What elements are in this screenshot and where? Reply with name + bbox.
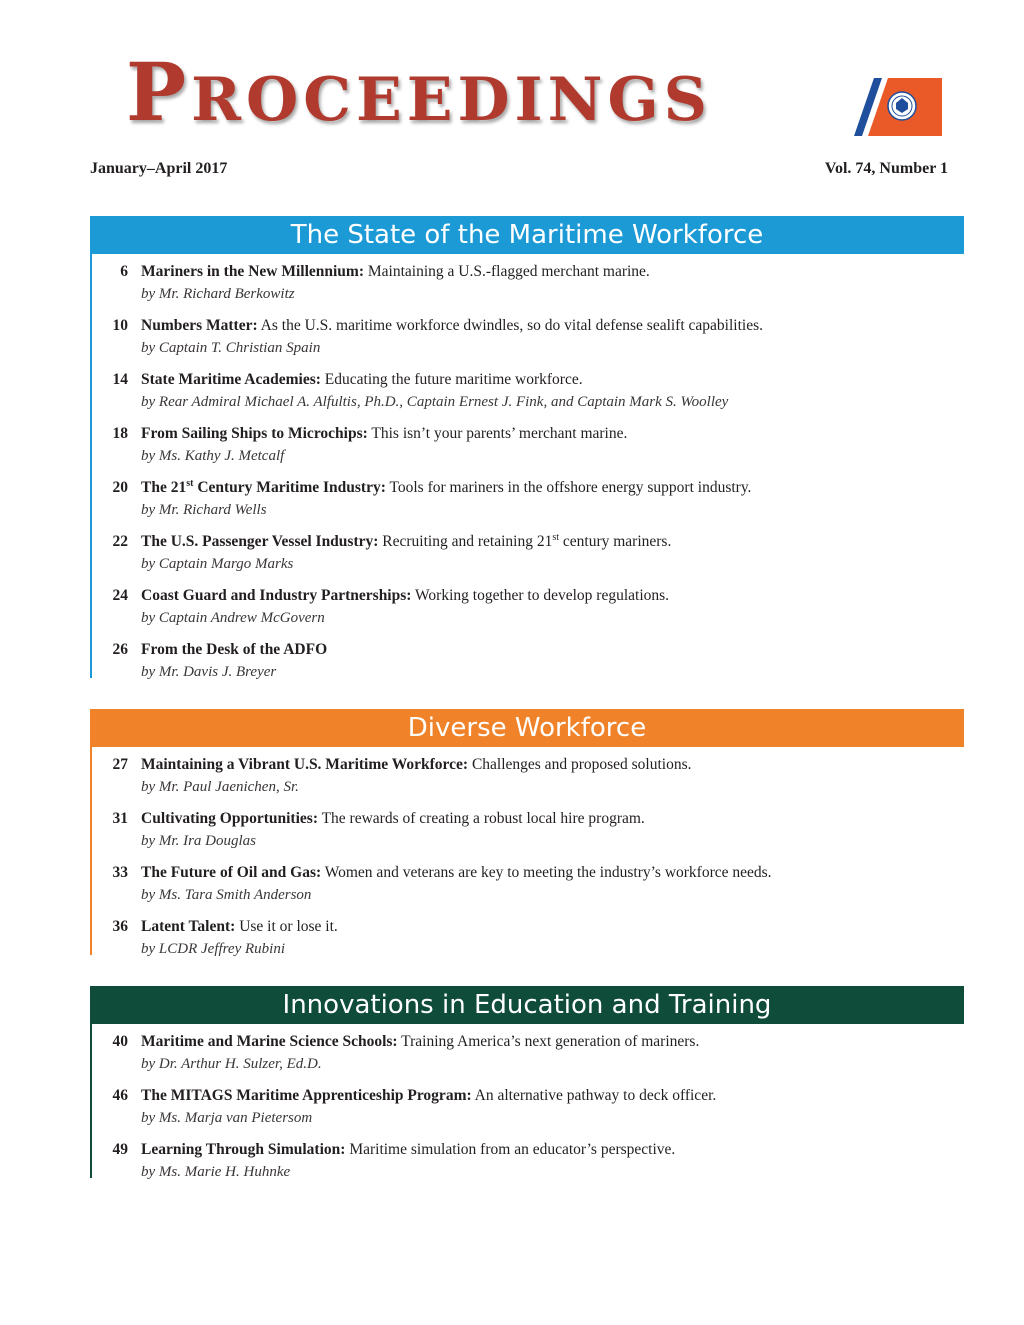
article-author: by Mr. Ira Douglas	[141, 833, 256, 849]
article-author: by Mr. Richard Wells	[141, 502, 267, 518]
page-number: 6	[120, 263, 128, 280]
toc-entry[interactable]	[90, 809, 964, 863]
article-title: Mariners in the New Millennium:	[141, 263, 365, 280]
article-description: The rewards of creating a robust local hire program.	[317, 810, 645, 827]
article-title: From the Desk of the ADFO	[141, 641, 328, 658]
article-author: by Captain Margo Marks	[141, 556, 294, 572]
article-description: Maritime simulation from an educator’s perspective.	[345, 1141, 676, 1158]
article-description: Working together to develop regulations.	[411, 587, 670, 604]
toc-entry[interactable]	[90, 755, 964, 809]
article-title: The MITAGS Maritime Apprenticeship Program:	[141, 1087, 472, 1104]
page-number: 22	[112, 533, 128, 550]
page-number: 20	[112, 479, 128, 496]
article-author: by Mr. Davis J. Breyer	[141, 664, 277, 680]
toc-entry[interactable]	[90, 532, 964, 586]
article-author: by Ms. Marja van Pietersom	[141, 1110, 313, 1126]
article-title: Learning Through Simulation:	[141, 1141, 346, 1158]
article-title: The U.S. Passenger Vessel Industry:	[141, 533, 379, 550]
section-diverse-workforce	[90, 709, 964, 971]
article-description: This isn’t your parents’ merchant marine.	[367, 425, 628, 442]
page-number: 18	[112, 425, 128, 442]
article-description: Women and veterans are key to meeting the industry’s workforce needs.	[321, 864, 772, 881]
article-title: The 21st Century Maritime Industry:	[141, 477, 386, 496]
toc-entry[interactable]	[90, 640, 964, 694]
toc-entry[interactable]	[90, 262, 964, 316]
page-number: 33	[112, 864, 128, 881]
article-author: by Rear Admiral Michael A. Alfultis, Ph.D., Captain Ernest J. Fink, and Captain Mark S. Woolley	[141, 394, 729, 410]
article-description: Challenges and proposed solutions.	[468, 756, 692, 773]
masthead	[0, 45, 1024, 142]
issue-volume: Vol. 74, Number 1	[824, 160, 948, 177]
section-education-training	[90, 986, 964, 1194]
article-title: State Maritime Academies:	[141, 371, 321, 388]
page-number: 26	[112, 641, 128, 658]
article-description: Educating the future maritime workforce.	[320, 371, 583, 388]
toc-entry[interactable]	[90, 424, 964, 478]
toc-entry[interactable]	[90, 370, 964, 424]
article-author: by LCDR Jeffrey Rubini	[141, 941, 285, 957]
article-author: by Ms. Kathy J. Metcalf	[141, 448, 285, 464]
article-description: Maintaining a U.S.-flagged merchant marine.	[364, 263, 650, 280]
page-number: 31	[112, 810, 128, 827]
section-heading: Diverse Workforce	[90, 709, 964, 747]
section-heading: The State of the Maritime Workforce	[90, 216, 964, 254]
page-number: 14	[112, 371, 128, 388]
page-number: 10	[112, 317, 128, 334]
toc-entry[interactable]	[90, 1032, 964, 1086]
toc-entry[interactable]	[90, 1140, 964, 1194]
article-author: by Captain Andrew McGovern	[141, 610, 325, 626]
article-author: by Ms. Tara Smith Anderson	[141, 887, 312, 903]
article-title: From Sailing Ships to Microchips:	[141, 425, 368, 442]
page-number: 24	[112, 587, 128, 604]
article-title: Numbers Matter:	[141, 317, 258, 334]
page-number: 46	[112, 1087, 128, 1104]
article-title: Coast Guard and Industry Partnerships:	[141, 587, 412, 604]
toc-entry[interactable]	[90, 917, 964, 971]
article-author: by Mr. Richard Berkowitz	[141, 286, 295, 302]
article-title: The Future of Oil and Gas:	[141, 864, 322, 881]
article-description: Recruiting and retaining 21st century mariners.	[378, 531, 672, 550]
toc-entry[interactable]	[90, 863, 964, 917]
article-author: by Ms. Marie H. Huhnke	[141, 1164, 291, 1180]
section-maritime-workforce	[90, 216, 964, 694]
article-author: by Mr. Paul Jaenichen, Sr.	[141, 779, 299, 795]
article-description: Training America’s next generation of mariners.	[397, 1033, 700, 1050]
article-author: by Dr. Arthur H. Sulzer, Ed.D.	[141, 1056, 322, 1072]
publication-title: PROCEEDINGS	[126, 45, 713, 139]
issue-date: January–April 2017	[90, 160, 228, 177]
toc-entry[interactable]	[90, 586, 964, 640]
page-number: 49	[112, 1141, 128, 1158]
article-author: by Captain T. Christian Spain	[141, 340, 321, 356]
toc-entry[interactable]	[90, 316, 964, 370]
article-title: Maritime and Marine Science Schools:	[141, 1033, 398, 1050]
article-description: An alternative pathway to deck officer.	[471, 1087, 717, 1104]
page-number: 36	[112, 918, 128, 935]
article-description: Tools for mariners in the offshore energy support industry.	[385, 479, 752, 496]
article-title: Maintaining a Vibrant U.S. Maritime Workforce:	[141, 756, 469, 773]
article-description: Use it or lose it.	[235, 918, 338, 935]
coast-guard-stripe-seal-icon	[852, 78, 942, 136]
article-title: Cultivating Opportunities:	[141, 810, 318, 827]
page-number: 40	[112, 1033, 128, 1050]
section-heading: Innovations in Education and Training	[90, 986, 964, 1024]
article-description: As the U.S. maritime workforce dwindles, so do vital defense sealift capabilities.	[257, 317, 763, 334]
page-number: 27	[112, 756, 128, 773]
toc-entry[interactable]	[90, 478, 964, 532]
article-title: Latent Talent:	[141, 918, 236, 935]
toc-entry[interactable]	[90, 1086, 964, 1140]
